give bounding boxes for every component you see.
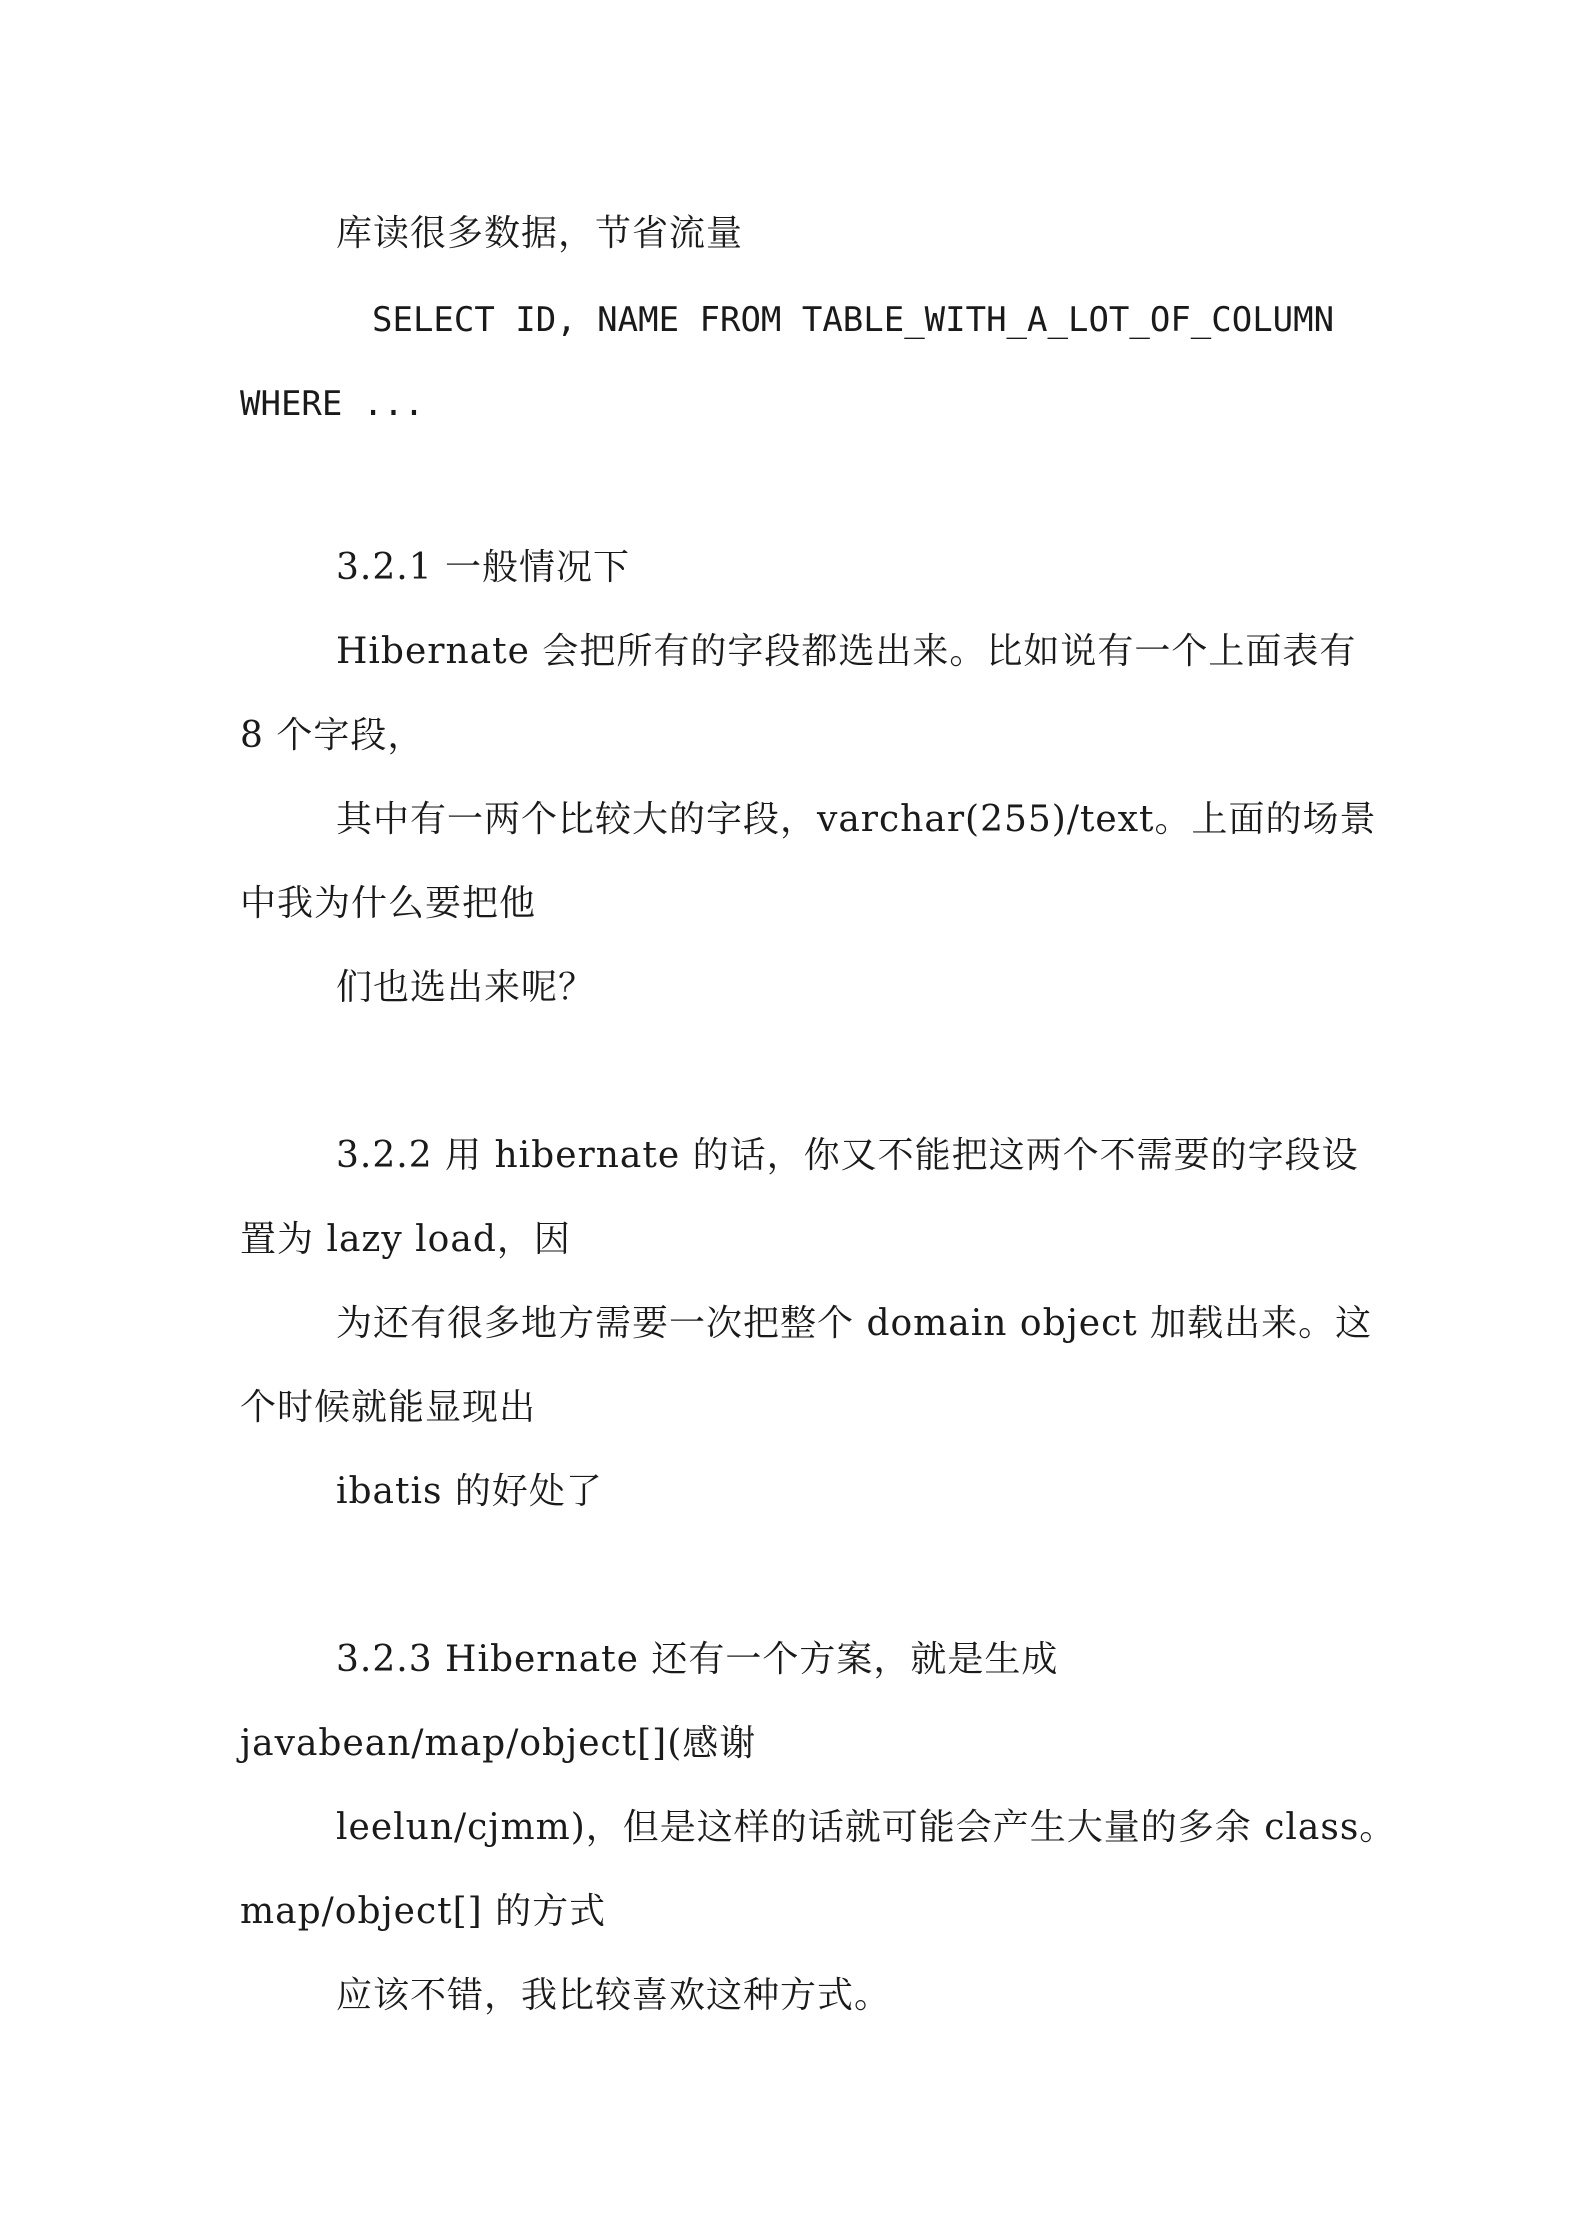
- paragraph-line: 库读很多数据，节省流量: [336, 213, 744, 254]
- paragraph-line: map/object[] 的方式: [240, 1891, 607, 1932]
- section-heading-3-2-2: 3.2.2 用 hibernate 的话，你又不能把这两个不需要的字段设: [336, 1135, 1359, 1176]
- paragraph-line: 为还有很多地方需要一次把整个 domain object 加载出来。这: [336, 1303, 1373, 1344]
- paragraph-line: leelun/cjmm)，但是这样的话就可能会产生大量的多余 class。: [336, 1807, 1397, 1848]
- paragraph-line: 置为 lazy load，因: [240, 1219, 571, 1260]
- paragraph-line: 应该不错，我比较喜欢这种方式。: [336, 1975, 892, 2016]
- paragraph-line: ibatis 的好处了: [336, 1471, 603, 1512]
- sql-code-line: SELECT ID, NAME FROM TABLE_WITH_A_LOT_OF_COLUMN: [372, 300, 1335, 340]
- paragraph-line: 其中有一两个比较大的字段，varchar(255)/text。上面的场景: [336, 799, 1377, 840]
- section-heading-3-2-3: 3.2.3 Hibernate 还有一个方案，就是生成: [336, 1639, 1059, 1680]
- paragraph-line: 们也选出来呢？: [336, 967, 596, 1008]
- section-heading-3-2-1: 3.2.1 一般情况下: [336, 547, 631, 588]
- paragraph-line: 8 个字段，: [240, 715, 425, 756]
- paragraph-line: 中我为什么要把他: [240, 883, 537, 924]
- paragraph-line: Hibernate 会把所有的字段都选出来。比如说有一个上面表有: [336, 631, 1357, 672]
- sql-code-line: WHERE ...: [240, 384, 425, 424]
- paragraph-line: 个时候就能显现出: [240, 1387, 537, 1428]
- paragraph-line: javabean/map/object[](感谢: [240, 1723, 757, 1764]
